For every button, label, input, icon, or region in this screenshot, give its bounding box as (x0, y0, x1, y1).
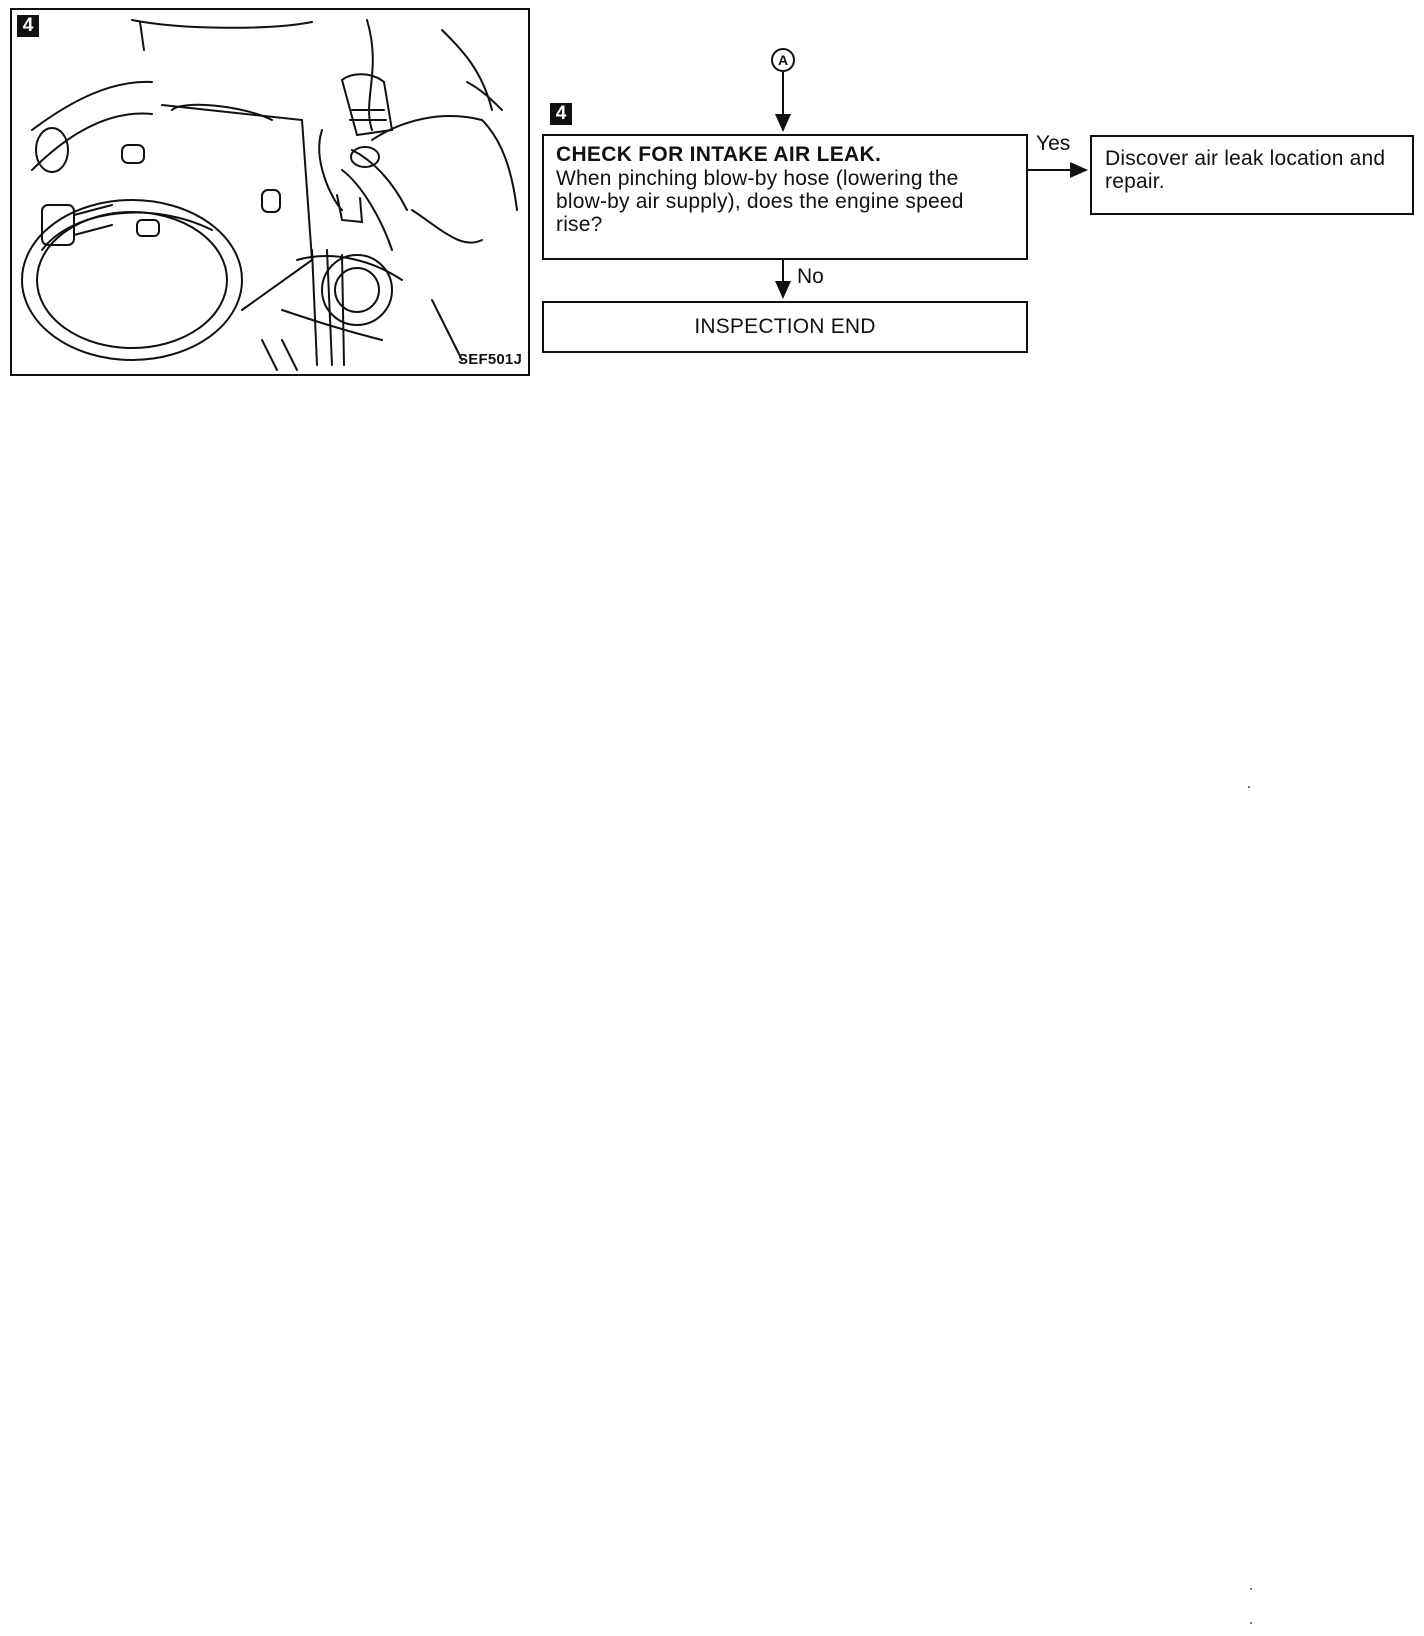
check-title: CHECK FOR INTAKE AIR LEAK. (556, 143, 882, 166)
step-number-badge: 4 (17, 15, 39, 37)
yes-label: Yes (1036, 132, 1071, 155)
connector-a: A (771, 48, 795, 72)
flow-step-badge: 4 (550, 103, 572, 125)
figure-code: SEF501J (458, 351, 522, 368)
no-label: No (797, 265, 824, 288)
scan-speck (1250, 1588, 1252, 1590)
check-box (542, 134, 1028, 260)
check-question: When pinching blow-by hose (lowering the blow-by air supply), does the engine speed rise? (556, 167, 964, 236)
inspection-end-box: INSPECTION END (542, 301, 1028, 353)
scan-speck (1248, 786, 1250, 788)
yes-result-box: Discover air leak location and repair. (1090, 135, 1414, 215)
scan-speck (1250, 1622, 1252, 1624)
